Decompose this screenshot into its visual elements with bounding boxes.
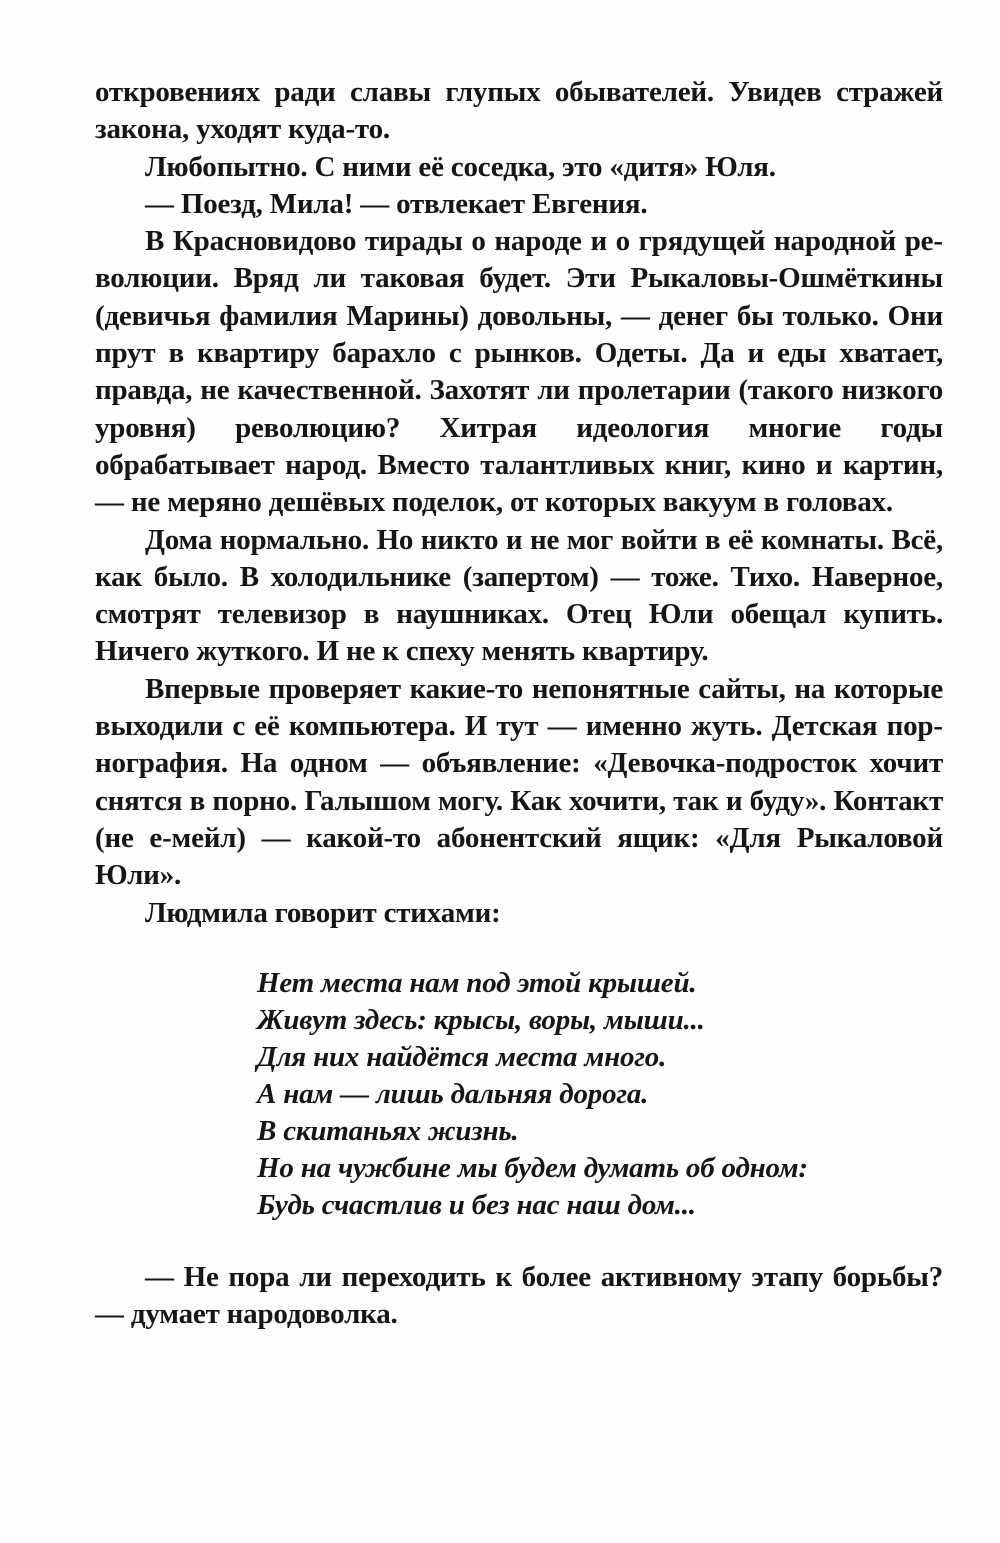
paragraph: Людмила говорит стихами: [145, 896, 501, 929]
paragraph: Любопытно. С ними её соседка, это «дитя» Юля. [145, 150, 776, 183]
paragraph: — Поезд, Мила! — отвлекает Евгения. [145, 187, 648, 220]
poem-line: А нам — лишь дальняя дорога. [257, 1077, 649, 1110]
paragraph: — Не пора ли переходить к более активному этапу борьбы? — думает народоволка. [95, 1260, 943, 1331]
poem-line: Будь счастлив и без нас наш дом... [257, 1188, 696, 1221]
paragraph: Дома нормально. Но никто и не мог войти в её комнаты. Всё, как было. В холодильнике (запертом) — тоже. Тихо. Наверное, смотрят телевизор в наушниках. Отец Юли обещал купить. Ничего жуткого. И не к спеху менять квартиру. [95, 523, 943, 668]
poem-line: Нет места нам под этой крышей. [257, 966, 697, 999]
paragraph: Впервые проверяет какие-то непонятные сайты, на которые выходили с её компьютера. И тут — именно жуть. Детская порнография. На одном — объявление: «Девочка-подросток хочит снятся в порно. Галышом могу. Как хочити, так и буду». Контакт (не е-мейл) — какой-то абонентский ящик: «Для Рыкаловой Юли». [95, 672, 943, 892]
poem [257, 965, 943, 1224]
page-text [95, 74, 943, 1333]
poem-line: Живут здесь: крысы, воры, мыши... [257, 1003, 705, 1036]
paragraph: откровениях ради славы глупых обывателей. Увидев стражей закона, уходят куда-то. [95, 76, 943, 146]
paragraph: В Красновидово тирады о народе и о грядущей народной революции. Вряд ли таковая будет. Эти Рыкаловы-Ошмёткины (девичья фамилия Марины) довольны, — денег бы только. Они прут в квартиру барахло с рынков. Одеты. Да и еды хватает, правда, не качественной. Захотят ли пролетарии (такого низкого уровня) революцию? Хитрая идеология многие годы обрабатывает народ. Вместо талантливых книг, кино и картин, — не меряно дешёвых поделок, от которых вакуум в головах. [95, 225, 943, 519]
poem-line: Но на чужбине мы будем думать об одном: [257, 1151, 808, 1184]
poem-line: Для них найдётся места много. [257, 1040, 667, 1073]
poem-line: В скитаньях жизнь. [257, 1114, 519, 1147]
